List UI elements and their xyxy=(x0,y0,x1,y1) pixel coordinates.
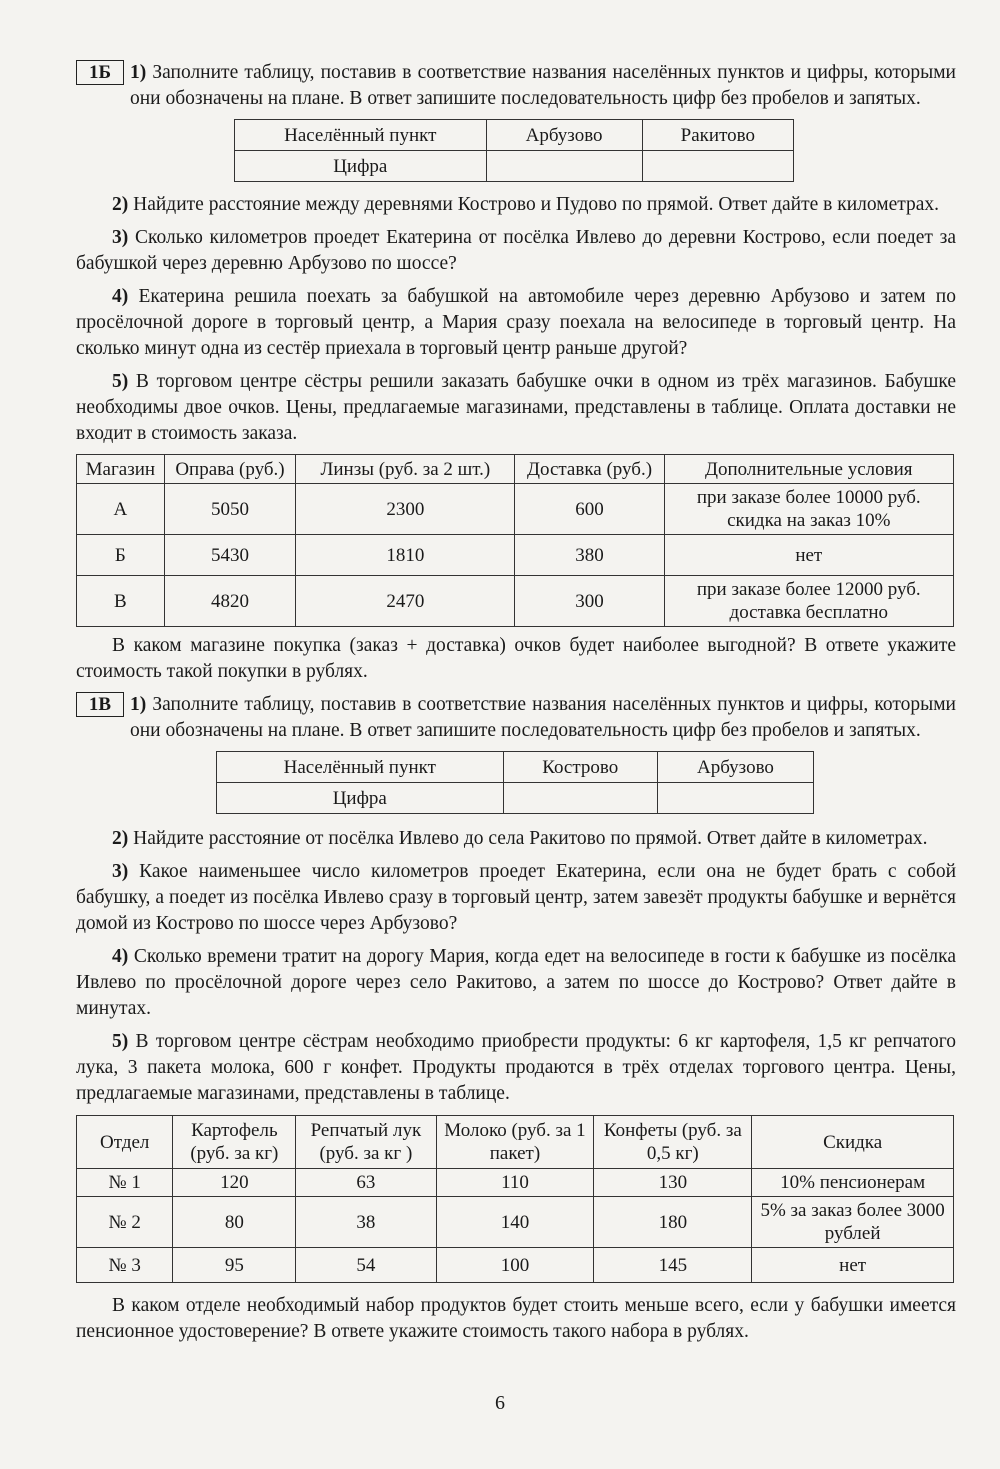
table-row xyxy=(77,1169,954,1197)
question-text: Сколько времени тратит на дорогу Мария, когда едет на велосипеде в гости к бабушке из посёлка Ивлево по просёлочной дороге через село Ракитово, а затем по шоссе до Кострово? Ответ дайте в минутах. xyxy=(76,946,956,1019)
question-number: 2) xyxy=(112,828,129,849)
question-2 xyxy=(76,192,956,218)
table-cell: при заказе более 12000 руб. доставка бесплатно xyxy=(664,576,953,627)
task-1b-header xyxy=(76,60,956,112)
table-cell: Арбузово xyxy=(486,120,642,151)
table-header-cell: Картофель (руб. за кг) xyxy=(173,1116,296,1169)
task-badge: 1В xyxy=(76,692,124,717)
table-cell: Цифра xyxy=(235,151,487,182)
table-cell: 80 xyxy=(173,1197,296,1248)
question-number: 1) xyxy=(130,62,147,83)
table-cell: 63 xyxy=(296,1169,436,1197)
table-cell: 300 xyxy=(515,576,664,627)
question-5 xyxy=(76,369,956,447)
task-badge: 1Б xyxy=(76,60,124,85)
table-cell: Населённый пункт xyxy=(217,752,504,783)
question-1 xyxy=(130,60,956,112)
table-row xyxy=(77,1248,954,1283)
table-cell: Цифра xyxy=(217,783,504,814)
table-cell: нет xyxy=(752,1248,954,1283)
answer-cell xyxy=(657,783,813,814)
table-cell: № 1 xyxy=(77,1169,173,1197)
table-row xyxy=(77,1197,954,1248)
table-header-row xyxy=(77,1116,954,1169)
table-cell: 2470 xyxy=(296,576,515,627)
question-number: 5) xyxy=(112,1031,129,1052)
table-cell: нет xyxy=(664,535,953,576)
table-cell: 145 xyxy=(594,1248,752,1283)
question-number: 2) xyxy=(112,194,129,215)
answer-cell xyxy=(486,151,642,182)
table-header-cell: Молоко (руб. за 1 пакет) xyxy=(436,1116,594,1169)
question-number: 5) xyxy=(112,371,129,392)
table-header-cell: Оправа (руб.) xyxy=(164,455,296,484)
table-cell: 54 xyxy=(296,1248,436,1283)
page-number: 6 xyxy=(495,1392,505,1414)
question-text: Какое наименьшее число километров проедет Екатерина, если она не будет брать с собой бабушку, а поедет из посёлка Ивлево сразу в торговый центр, затем завезёт продукты бабушке и вернётся домой из Кострово по шоссе через Арбузово? xyxy=(76,861,957,934)
table-row xyxy=(77,484,954,535)
table-header-cell: Конфеты (руб. за 0,5 кг) xyxy=(594,1116,752,1169)
table-cell: 140 xyxy=(436,1197,594,1248)
question-text: Екатерина решила поехать за бабушкой на автомобиле через деревню Арбузово и затем по просёлочной дороге в торговый центр, а Мария сразу поехала на велосипеде в торговый центр. На сколько минут одна из сестёр приехала в торговый центр раньше другой? xyxy=(76,286,956,359)
table-header-cell: Скидка xyxy=(752,1116,954,1169)
question-number: 4) xyxy=(112,286,129,307)
glasses-shop-table xyxy=(76,454,954,627)
table-cell: 130 xyxy=(594,1169,752,1197)
table-row xyxy=(77,576,954,627)
table-row xyxy=(235,151,794,182)
table-cell: Ракитово xyxy=(642,120,793,151)
question-3 xyxy=(76,225,956,277)
answer-cell xyxy=(642,151,793,182)
question-2 xyxy=(76,826,956,852)
question-text: Найдите расстояние от посёлка Ивлево до села Ракитово по прямой. Ответ дайте в километрах. xyxy=(133,828,928,849)
question-text: В торговом центре сёстрам необходимо приобрести продукты: 6 кг картофеля, 1,5 кг репчатого лука, 3 пакета молока, 600 г конфет. Продукты продаются в трёх отделах торгового центра. Цены, предлагаемые магазинами, представлены в таблице. xyxy=(76,1031,956,1104)
table-row xyxy=(217,783,814,814)
table-cell: № 2 xyxy=(77,1197,173,1248)
settlement-table xyxy=(234,119,794,182)
table-row xyxy=(217,752,814,783)
question-text: В торговом центре сёстры решили заказать бабушке очки в одном из трёх магазинов. Бабушке необходимы двое очков. Цены, предлагаемые магазинами, представлены в таблице. Оплата доставки не входит в стоимость заказа. xyxy=(76,371,956,444)
table-header-cell: Отдел xyxy=(77,1116,173,1169)
table-cell: Арбузово xyxy=(657,752,813,783)
table-cell: 2300 xyxy=(296,484,515,535)
grocery-department-table xyxy=(76,1115,954,1283)
table-header-cell: Репчатый лук (руб. за кг ) xyxy=(296,1116,436,1169)
table-cell: Населённый пункт xyxy=(235,120,487,151)
question-3 xyxy=(76,859,956,937)
question-text: Заполните таблицу, поставив в соответствие названия населённых пунктов и цифры, которыми они обозначены на плане. В ответ запишите последовательность цифр без пробелов и запятых. xyxy=(130,694,956,741)
table-cell: 38 xyxy=(296,1197,436,1248)
table-cell: при заказе более 10000 руб. скидка на заказ 10% xyxy=(664,484,953,535)
table-header-cell: Линзы (руб. за 2 шт.) xyxy=(296,455,515,484)
question-text: Найдите расстояние между деревнями Кострово и Пудово по прямой. Ответ дайте в километрах. xyxy=(133,194,940,215)
table-header-cell: Доставка (руб.) xyxy=(515,455,664,484)
answer-cell xyxy=(503,783,657,814)
task-1v-header xyxy=(76,692,956,744)
table-header-cell: Дополнительные условия xyxy=(664,455,953,484)
question-4 xyxy=(76,284,956,362)
table-cell: 600 xyxy=(515,484,664,535)
table-cell: 110 xyxy=(436,1169,594,1197)
question-1 xyxy=(130,692,956,744)
task-1b xyxy=(76,60,956,692)
question-number: 3) xyxy=(112,861,129,882)
table-cell: Б xyxy=(77,535,165,576)
question-number: 3) xyxy=(112,227,129,248)
table-header-cell: Магазин xyxy=(77,455,165,484)
table-cell: 5430 xyxy=(164,535,296,576)
table-cell: 100 xyxy=(436,1248,594,1283)
settlement-table xyxy=(216,751,814,814)
table-cell: 10% пенсионерам xyxy=(752,1169,954,1197)
question-number: 4) xyxy=(112,946,129,967)
table-cell: А xyxy=(77,484,165,535)
table-cell: 120 xyxy=(173,1169,296,1197)
question-5-followup: В каком магазине покупка (заказ + доставка) очков будет наиболее выгодной? В ответе укажите стоимость такой покупки в рублях. xyxy=(76,635,956,682)
question-5 xyxy=(76,1029,956,1107)
table-cell: № 3 xyxy=(77,1248,173,1283)
task-1v xyxy=(76,692,956,1352)
table-cell: 5050 xyxy=(164,484,296,535)
table-cell: 95 xyxy=(173,1248,296,1283)
table-cell: 4820 xyxy=(164,576,296,627)
table-row xyxy=(235,120,794,151)
table-row xyxy=(77,535,954,576)
question-number: 1) xyxy=(130,694,147,715)
table-cell: 1810 xyxy=(296,535,515,576)
table-cell: 5% за заказ более 3000 рублей xyxy=(752,1197,954,1248)
question-5-followup: В каком отделе необходимый набор продуктов будет стоить меньше всего, если у бабушки имеется пенсионное удостоверение? В ответе укажите стоимость такого набора в рублях. xyxy=(76,1295,956,1342)
table-header-row xyxy=(77,455,954,484)
question-text: Заполните таблицу, поставив в соответствие названия населённых пунктов и цифры, которыми они обозначены на плане. В ответ запишите последовательность цифр без пробелов и запятых. xyxy=(130,62,956,109)
table-cell: В xyxy=(77,576,165,627)
question-text: Сколько километров проедет Екатерина от посёлка Ивлево до деревни Кострово, если поедет за бабушкой через деревню Арбузово по шоссе? xyxy=(76,227,957,274)
table-cell: 380 xyxy=(515,535,664,576)
table-cell: Кострово xyxy=(503,752,657,783)
question-4 xyxy=(76,944,956,1022)
table-cell: 180 xyxy=(594,1197,752,1248)
